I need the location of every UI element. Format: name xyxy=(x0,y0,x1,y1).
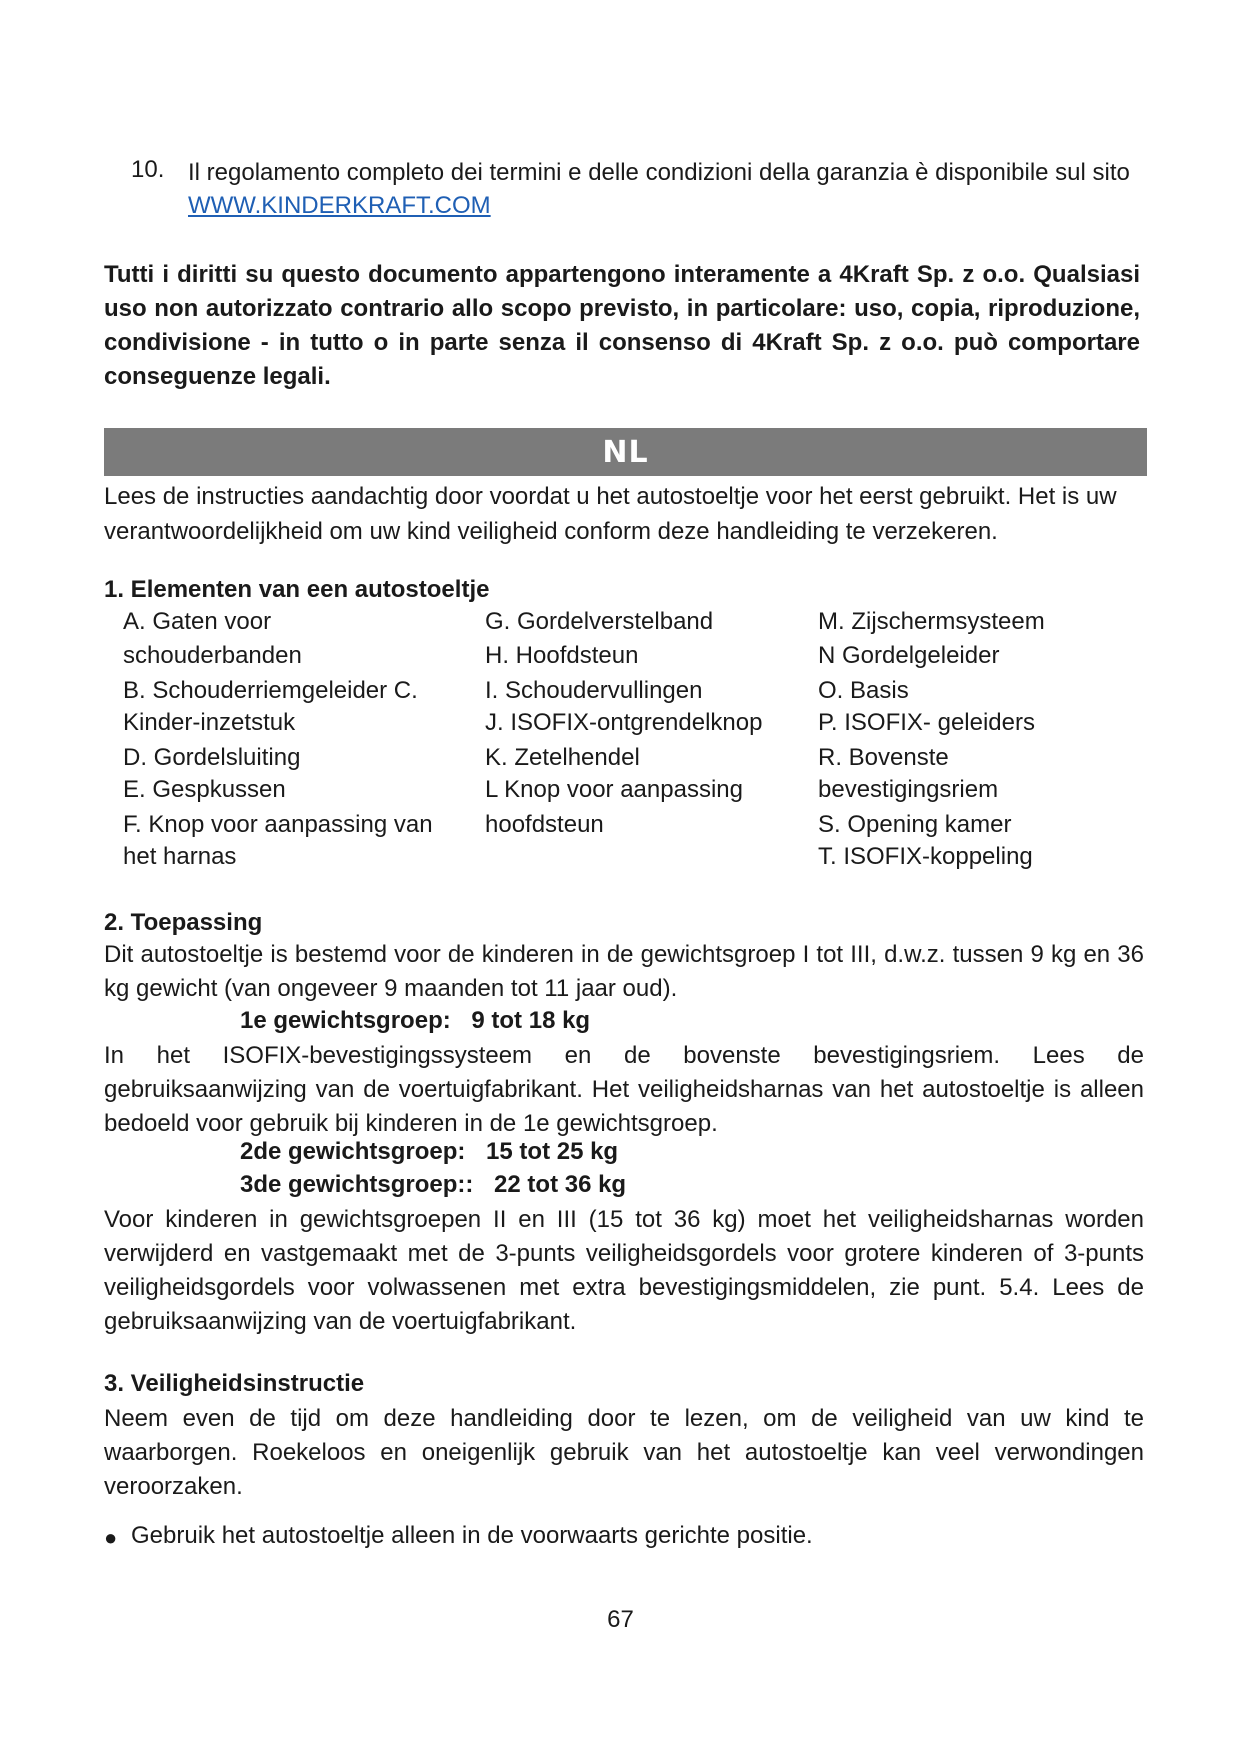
group-label: 2de gewichtsgroep: xyxy=(240,1138,466,1165)
group-label: 3de gewichtsgroep:: xyxy=(240,1171,474,1198)
list-item: F. Knop voor aanpassing van xyxy=(123,811,433,838)
list-item: H. Hoofdsteun xyxy=(485,642,639,669)
list-item: D. Gordelsluiting xyxy=(123,744,301,771)
isofix-paragraph: In het ISOFIX-bevestigingssysteem en de bovenste bevestigingsriem. Lees de gebruiksaanwijzing van de voertuigfabrikant. Het veiligheidsharnas van het autostoeltje is alleen bedoeld voor gebruik bij kinderen in de 1e gewichtsgroep. xyxy=(104,1042,1144,1137)
legal-notice: Tutti i diritti su questo documento appartengono interamente a 4Kraft Sp. z o.o. Qualsiasi uso non autorizzato contrario allo scopo previsto, in particolare: uso, copia, riproduzione, condivisione - in tutto o in parte senza il consenso di 4Kraft Sp. z o.o. può comportare conseguenze legali. xyxy=(104,261,1140,390)
list-item: M. Zijschermsysteem xyxy=(818,608,1045,635)
list-item: bevestigingsriem xyxy=(818,776,999,803)
group-label: 1e gewichtsgroep: xyxy=(240,1007,451,1034)
list-item: I. Schoudervullingen xyxy=(485,677,703,704)
list-item: S. Opening kamer xyxy=(818,811,1012,838)
list-item: R. Bovenste xyxy=(818,744,949,771)
group-value: 22 tot 36 kg xyxy=(494,1171,627,1198)
list-item: E. Gespkussen xyxy=(123,776,286,803)
list-item: G. Gordelverstelband xyxy=(485,608,714,635)
harness-paragraph: Voor kinderen in gewichtsgroepen II en III (15 tot 36 kg) moet het veiligheidsharnas worden verwijderd en vastgemaakt met de 3-punts veiligheidsgordels voor grotere kinderen of 3-punts veiligheidsgordels voor volwassenen met extra bevestigingsmiddelen, zie punt. 5.4. Lees de gebruiksaanwijzing van de voertuigfabrikant. xyxy=(104,1206,1144,1335)
components-column-3 xyxy=(818,606,1138,873)
warranty-item-text xyxy=(188,156,1148,222)
components-column-1 xyxy=(123,606,463,873)
warranty-text: Il regolamento completo dei termini e delle condizioni della garanzia è disponibile sul sito xyxy=(188,159,1130,186)
safety-paragraph: Neem even de tijd om deze handleiding door te lezen, om de veiligheid van uw kind te waarborgen. Roekeloos en oneigenlijk gebruik van het autostoeltje kan veel verwondingen veroorzaken. xyxy=(104,1405,1144,1500)
group-value: 9 tot 18 kg xyxy=(471,1007,591,1034)
list-item: schouderbanden xyxy=(123,642,302,669)
intro-paragraph: Lees de instructies aandachtig door voordat u het autostoeltje voor het eerst gebruikt. Het is uw verantwoordelijkheid om uw kind veiligheid conform deze handleiding te verzekeren. xyxy=(104,483,1117,545)
weight-group-2 xyxy=(240,1138,618,1166)
list-item: Kinder-inzetstuk xyxy=(123,709,296,736)
safety-bullet: Gebruik het autostoeltje alleen in de voorwaarts gerichte positie. xyxy=(131,1522,813,1549)
list-item: P. ISOFIX- geleiders xyxy=(818,709,1035,736)
list-item: A. Gaten voor xyxy=(123,608,272,635)
language-banner xyxy=(104,428,1147,476)
list-item: het harnas xyxy=(123,843,237,870)
list-item: T. ISOFIX-koppeling xyxy=(818,843,1033,870)
list-item: L Knop voor aanpassing xyxy=(485,776,743,803)
weight-group-3 xyxy=(240,1171,626,1199)
list-item: O. Basis xyxy=(818,677,909,704)
list-item: N Gordelgeleider xyxy=(818,642,1000,669)
weight-group-1 xyxy=(240,1007,590,1035)
group-value: 15 tot 25 kg xyxy=(486,1138,619,1165)
page-number: 67 xyxy=(607,1606,634,1633)
list-item: J. ISOFIX-ontgrendelknop xyxy=(485,709,763,736)
section1-heading: 1. Elementen van een autostoeltje xyxy=(104,576,490,603)
list-item: B. Schouderriemgeleider C. xyxy=(123,677,418,704)
list-item: K. Zetelhendel xyxy=(485,744,640,771)
components-column-2 xyxy=(485,606,805,841)
application-paragraph: Dit autostoeltje is bestemd voor de kinderen in de gewichtsgroep I tot III, d.w.z. tussen 9 kg en 36 kg gewicht (van ongeveer 9 maanden tot 11 jaar oud). xyxy=(104,941,1144,1002)
section2-heading: 2. Toepassing xyxy=(104,909,263,936)
section3-heading: 3. Veiligheidsinstructie xyxy=(104,1370,365,1397)
website-link[interactable]: WWW.KINDERKRAFT.COM xyxy=(188,192,491,219)
bullet-icon: ● xyxy=(104,1525,118,1550)
language-code: NL xyxy=(602,434,649,470)
list-number: 10. xyxy=(131,156,165,183)
list-item: hoofdsteun xyxy=(485,811,604,838)
